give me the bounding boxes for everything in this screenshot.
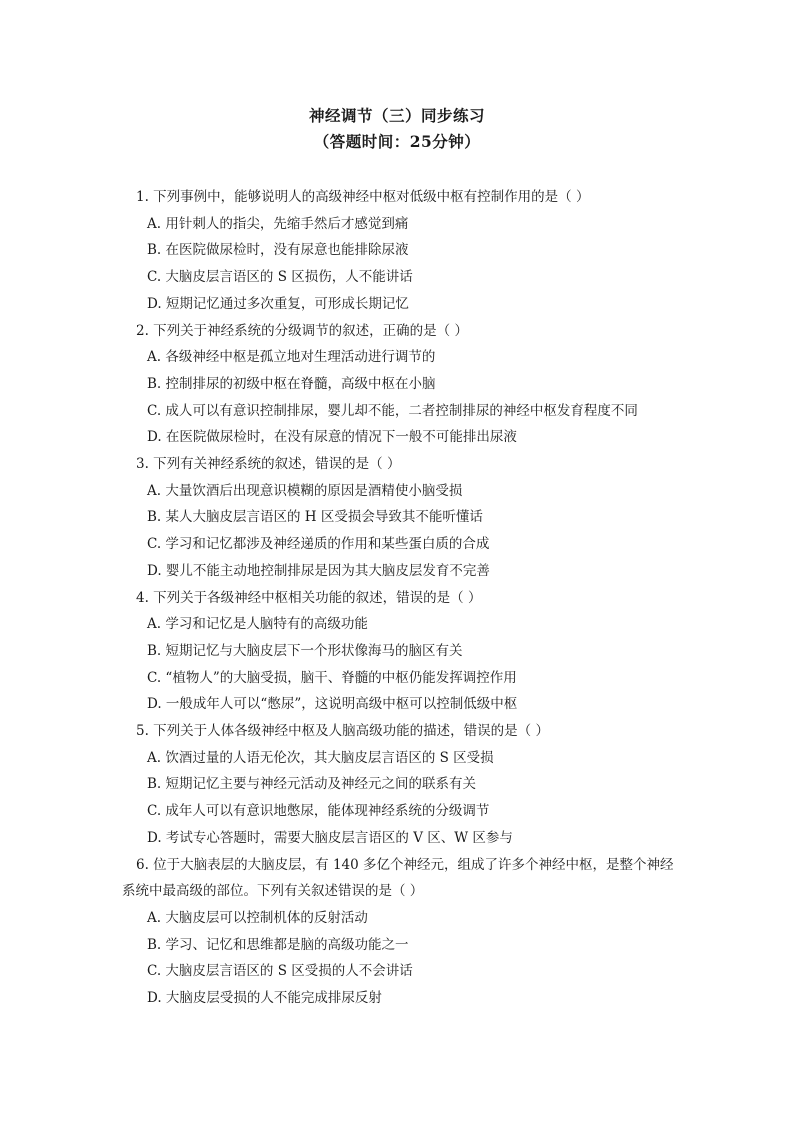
option-d: D. 一般成年人可以“憋尿”，这说明高级中枢可以控制低级中枢 <box>147 696 518 713</box>
option-a: A. 用针刺人的指尖，先缩手然后才感觉到痛 <box>147 215 409 232</box>
option-list <box>122 344 682 451</box>
option-b: B. 控制排尿的初级中枢在脊髓，高级中枢在小脑 <box>147 375 436 392</box>
option-c: C. 成年人可以有意识地憋尿，能体现神经系统的分级调节 <box>147 803 490 820</box>
option-a: A. 大脑皮层可以控制机体的反射活动 <box>147 909 368 926</box>
question-3 <box>122 451 682 585</box>
option-d: D. 大脑皮层受损的人不能完成排尿反射 <box>147 990 382 1007</box>
option-list <box>122 478 682 585</box>
option-c: C. 学习和记忆都涉及神经递质的作用和某些蛋白质的合成 <box>147 536 490 553</box>
question-6 <box>122 852 682 1012</box>
option-list <box>122 211 682 318</box>
option-list <box>122 745 682 852</box>
option-b: B. 短期记忆主要与神经元活动及神经元之间的联系有关 <box>147 776 477 793</box>
question-stem: 5. 下列关于人体各级神经中枢及人脑高级功能的描述，错误的是（ ） <box>136 723 549 740</box>
option-d: D. 婴儿不能主动地控制排尿是因为其大脑皮层发育不完善 <box>147 562 490 579</box>
question-1 <box>122 184 682 318</box>
question-stem: 4. 下列关于各级神经中枢相关功能的叙述，错误的是（ ） <box>136 589 482 606</box>
question-stem: 2. 下列关于神经系统的分级调节的叙述，正确的是（ ） <box>136 322 468 339</box>
option-d: D. 短期记忆通过多次重复，可形成长期记忆 <box>147 295 409 312</box>
option-b: B. 在医院做尿检时，没有尿意也能排除尿液 <box>147 242 409 259</box>
option-list <box>122 611 682 718</box>
option-a: A. 大量饮酒后出现意识模糊的原因是酒精使小脑受损 <box>147 482 463 499</box>
option-a: A. 饮酒过量的人语无伦次，其大脑皮层言语区的 S 区受损 <box>147 749 494 766</box>
question-stem: 1. 下列事例中，能够说明人的高级神经中枢对低级中枢有控制作用的是（ ） <box>136 189 590 205</box>
question-stem: 3. 下列有关神经系统的叙述，错误的是（ ） <box>136 456 401 473</box>
page-title: 神经调节（三）同步练习 <box>308 106 485 125</box>
option-d: D. 考试专心答题时，需要大脑皮层言语区的 V 区、W 区参与 <box>147 829 513 846</box>
question-5 <box>122 718 682 852</box>
time-limit-subtitle: （答题时间：25分钟） <box>313 132 481 151</box>
question-stem: 6. 位于大脑表层的大脑皮层，有 140 多亿个神经元，组成了许多个神经中枢，是整个神经系统中最高级的部位。下列有关叙述错误的是（ ） <box>122 856 674 900</box>
option-d: D. 在医院做尿检时，在没有尿意的情况下一般不可能排出尿液 <box>147 429 517 446</box>
option-b: B. 某人大脑皮层言语区的 H 区受损会导致其不能听懂话 <box>147 509 483 526</box>
option-c: C. 大脑皮层言语区的 S 区损伤，人不能讲话 <box>147 269 413 286</box>
question-4 <box>122 585 682 719</box>
option-b: B. 短期记忆与大脑皮层下一个形状像海马的脑区有关 <box>147 642 463 659</box>
option-b: B. 学习、记忆和思维都是脑的高级功能之一 <box>147 936 409 953</box>
option-a: A. 学习和记忆是人脑特有的高级功能 <box>147 616 368 633</box>
question-list <box>122 184 682 1012</box>
option-list <box>122 905 682 1012</box>
option-a: A. 各级神经中枢是孤立地对生理活动进行调节的 <box>147 349 436 366</box>
option-c: C. 大脑皮层言语区的 S 区受损的人不会讲话 <box>147 963 413 980</box>
option-c: C. “植物人”的大脑受损，脑干、脊髓的中枢仍能发挥调控作用 <box>147 669 517 686</box>
question-2 <box>122 318 682 452</box>
option-c: C. 成人可以有意识控制排尿，婴儿却不能，二者控制排尿的神经中枢发育程度不同 <box>147 402 638 419</box>
